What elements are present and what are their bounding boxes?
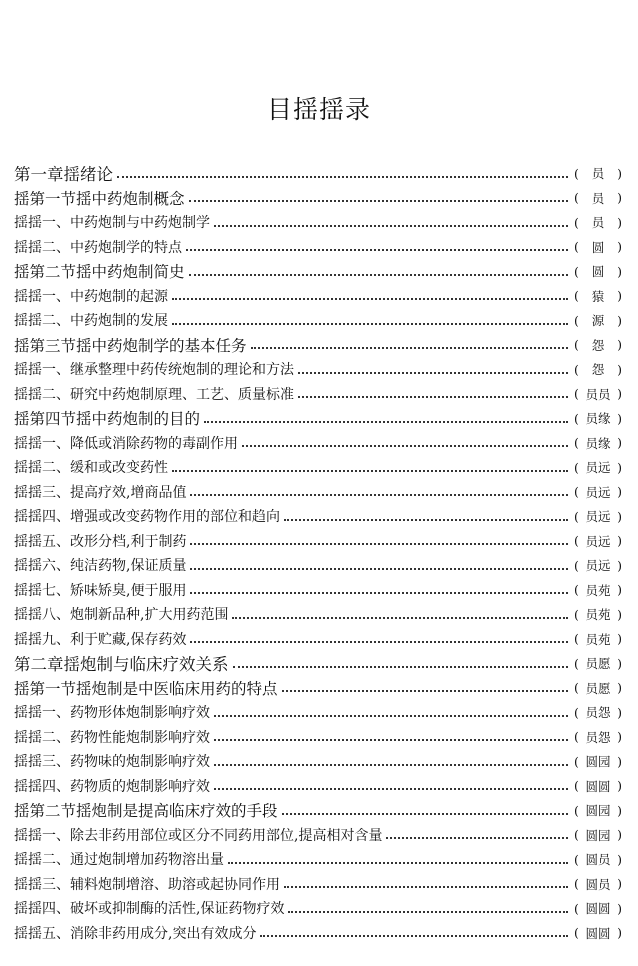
toc-entry-item[interactable]: [14, 553, 622, 578]
paren-open: (: [574, 435, 579, 451]
dot-leader: [117, 175, 568, 178]
toc-page-ref: [574, 728, 622, 746]
toc-page-ref: [574, 262, 622, 280]
dot-leader: [233, 665, 569, 668]
toc-entry-title: 揺揺四、增强或改变药物作用的部位和趋向: [14, 509, 280, 526]
page-number: 员远: [585, 558, 611, 574]
toc-entry-title: 揺揺一、降低或消除药物的毒副作用: [14, 435, 238, 452]
toc-entry-item[interactable]: [14, 431, 622, 456]
dot-leader: [386, 836, 568, 839]
page-number: 怨: [591, 362, 605, 378]
dot-leader: [190, 640, 568, 643]
toc-page-ref: [574, 287, 622, 305]
toc-entry-item[interactable]: [14, 749, 622, 774]
dot-leader: [284, 885, 568, 888]
toc-entry-title: 揺第一节揺炮制是中医临床用药的特点: [14, 679, 278, 698]
paren-open: (: [574, 802, 579, 818]
paren-close: ): [617, 925, 622, 941]
toc-page-ref: [574, 532, 622, 550]
page-number: 员缘: [585, 411, 611, 427]
toc-entry-section[interactable]: [14, 259, 622, 284]
toc-page-ref: [574, 213, 622, 231]
dot-leader: [284, 518, 568, 521]
toc-page-ref: [574, 777, 622, 795]
page-number: 员: [591, 215, 605, 231]
paren-close: ): [617, 680, 622, 696]
toc-page-ref: [574, 164, 622, 182]
dot-leader: [190, 567, 568, 570]
page-title: 目揺揺录: [266, 95, 371, 124]
table-of-contents: [14, 161, 622, 945]
page-number: 员苑: [585, 607, 611, 623]
page-number: 员愿: [585, 680, 611, 696]
toc-page-ref: [574, 385, 622, 403]
page-number: 员远: [585, 533, 611, 549]
toc-entry-title: 揺揺九、利于贮藏,保存药效: [14, 631, 187, 648]
toc-entry-title: 揺第一节揺中药炮制概念: [14, 189, 185, 208]
toc-page-ref: [574, 336, 622, 354]
toc-page-ref: [574, 826, 622, 844]
paren-open: (: [574, 606, 579, 622]
dot-leader: [298, 371, 568, 374]
page-number: 圆员: [585, 876, 611, 892]
toc-page-ref: [574, 556, 622, 574]
paren-open: (: [574, 361, 579, 377]
paren-close: ): [617, 631, 622, 647]
paren-close: ): [617, 337, 622, 353]
toc-entry-title: 揺揺二、药物性能炮制影响疗效: [14, 729, 210, 746]
paren-open: (: [574, 214, 579, 230]
paren-open: (: [574, 704, 579, 720]
toc-entry-item[interactable]: [14, 210, 622, 235]
paren-open: (: [574, 263, 579, 279]
dot-leader: [204, 420, 568, 423]
paren-close: ): [617, 386, 622, 402]
paren-close: ): [617, 459, 622, 475]
toc-entry-title: 揺揺三、药物味的炮制影响疗效: [14, 754, 210, 771]
paren-close: ): [617, 263, 622, 279]
paren-open: (: [574, 729, 579, 745]
paren-close: ): [617, 533, 622, 549]
paren-close: ): [617, 802, 622, 818]
paren-close: ): [617, 900, 622, 916]
toc-entry-chapter[interactable]: [14, 161, 622, 186]
toc-entry-title: 揺揺二、缓和或改变药性: [14, 460, 168, 477]
paren-close: ): [617, 753, 622, 769]
toc-entry-title: 揺揺六、纯洁药物,保证质量: [14, 558, 187, 575]
toc-entry-title: 揺揺一、药物形体炮制影响疗效: [14, 705, 210, 722]
toc-entry-title: 揺揺二、中药炮制的发展: [14, 313, 168, 330]
page-number: 圆园: [585, 803, 611, 819]
toc-page-ref: [574, 703, 622, 721]
paren-open: (: [574, 337, 579, 353]
paren-open: (: [574, 631, 579, 647]
toc-entry-section[interactable]: [14, 333, 622, 358]
toc-entry-item[interactable]: [14, 235, 622, 260]
toc-entry-item[interactable]: [14, 823, 622, 848]
toc-entry-title: 第二章揺炮制与临床疗效关系: [14, 655, 229, 675]
paren-close: ): [617, 508, 622, 524]
paren-open: (: [574, 533, 579, 549]
toc-page-ref: [574, 311, 622, 329]
page-number: 源: [591, 313, 605, 329]
page-number: 圆员: [585, 852, 611, 868]
dot-leader: [282, 812, 568, 815]
paren-open: (: [574, 655, 579, 671]
toc-entry-item[interactable]: [14, 504, 622, 529]
page-number: 圆: [591, 264, 605, 280]
toc-entry-title: 第一章揺绪论: [14, 165, 113, 185]
toc-entry-title: 揺揺八、炮制新品种,扩大用药范围: [14, 607, 229, 624]
toc-entry-item[interactable]: [14, 847, 622, 872]
toc-entry-title: 揺揺一、中药炮制的起源: [14, 288, 168, 305]
paren-open: (: [574, 827, 579, 843]
page-number: 怨: [591, 337, 605, 353]
toc-entry-section[interactable]: [14, 406, 622, 431]
toc-entry-title: 揺揺四、药物质的炮制影响疗效: [14, 778, 210, 795]
toc-entry-title: 揺揺二、通过炮制增加药物溶出量: [14, 852, 224, 869]
paren-open: (: [574, 557, 579, 573]
toc-page-ref: [574, 801, 622, 819]
toc-entry-item[interactable]: [14, 896, 622, 921]
paren-open: (: [574, 753, 579, 769]
toc-page-ref: [574, 409, 622, 427]
toc-page-ref: [574, 850, 622, 868]
toc-entry-item[interactable]: [14, 455, 622, 480]
dot-leader: [190, 591, 568, 594]
page-number: 圆圆: [585, 925, 611, 941]
page-number: 员员: [585, 386, 611, 402]
dot-leader: [242, 444, 568, 447]
toc-entry-item[interactable]: [14, 357, 622, 382]
paren-close: ): [617, 827, 622, 843]
dot-leader: [228, 861, 568, 864]
toc-page-ref: [574, 679, 622, 697]
paren-open: (: [574, 508, 579, 524]
toc-page-ref: [574, 924, 622, 942]
paren-close: ): [617, 312, 622, 328]
page-number: 圆园: [585, 827, 611, 843]
page-number: 圆: [591, 239, 605, 255]
toc-entry-item[interactable]: [14, 382, 622, 407]
toc-entry-title: 揺第二节揺炮制是提高临床疗效的手段: [14, 802, 278, 821]
toc-entry-title: 揺第二节揺中药炮制简史: [14, 263, 185, 282]
toc-entry-section[interactable]: [14, 676, 622, 701]
page-number: 圆圆: [585, 901, 611, 917]
page-number: 圆园: [585, 754, 611, 770]
toc-page-ref: [574, 581, 622, 599]
paren-open: (: [574, 190, 579, 206]
paren-close: ): [617, 704, 622, 720]
paren-open: (: [574, 582, 579, 598]
toc-entry-chapter[interactable]: [14, 651, 622, 676]
page-number: 员怨: [585, 729, 611, 745]
dot-leader: [190, 542, 568, 545]
dot-leader: [251, 346, 568, 349]
paren-open: (: [574, 484, 579, 500]
paren-close: ): [617, 655, 622, 671]
paren-open: (: [574, 288, 579, 304]
page-number: 员苑: [585, 631, 611, 647]
toc-entry-item[interactable]: [14, 921, 622, 946]
toc-entry-title: 揺揺四、破坏或抑制酶的活性,保证药物疗效: [14, 901, 285, 918]
toc-page-ref: [574, 458, 622, 476]
toc-entry-title: 揺揺七、矫味矫臭,便于服用: [14, 582, 187, 599]
paren-open: (: [574, 925, 579, 941]
paren-close: ): [617, 361, 622, 377]
paren-close: ): [617, 778, 622, 794]
dot-leader: [190, 493, 568, 496]
toc-entry-title: 揺揺五、消除非药用成分,突出有效成分: [14, 925, 257, 942]
dot-leader: [214, 738, 568, 741]
toc-entry-item[interactable]: [14, 578, 622, 603]
paren-close: ): [617, 288, 622, 304]
toc-page-ref: [574, 605, 622, 623]
toc-entry-title: 揺揺三、提高疗效,增商品值: [14, 484, 187, 501]
toc-entry-section[interactable]: [14, 186, 622, 211]
toc-entry-title: 揺揺二、中药炮制学的特点: [14, 239, 182, 256]
page-number: 员苑: [585, 582, 611, 598]
toc-entry-item[interactable]: [14, 872, 622, 897]
paren-close: ): [617, 190, 622, 206]
page-number: 员远: [585, 460, 611, 476]
dot-leader: [282, 689, 568, 692]
paren-close: ): [617, 606, 622, 622]
toc-page-ref: [574, 507, 622, 525]
paren-open: (: [574, 459, 579, 475]
dot-leader: [214, 787, 568, 790]
paren-close: ): [617, 876, 622, 892]
toc-entry-title: 揺揺一、继承整理中药传统炮制的理论和方法: [14, 362, 294, 379]
page-number: 员: [591, 190, 605, 206]
paren-close: ): [617, 410, 622, 426]
toc-entry-title: 揺揺三、辅料炮制增溶、助溶或起协同作用: [14, 876, 280, 893]
toc-page-ref: [574, 899, 622, 917]
paren-open: (: [574, 312, 579, 328]
paren-close: ): [617, 484, 622, 500]
dot-leader: [260, 934, 568, 937]
toc-page-ref: [574, 654, 622, 672]
paren-open: (: [574, 165, 579, 181]
toc-page-ref: [574, 752, 622, 770]
toc-entry-item[interactable]: [14, 774, 622, 799]
dot-leader: [172, 297, 568, 300]
paren-close: ): [617, 239, 622, 255]
page-number: 猿: [591, 288, 605, 304]
toc-entry-item[interactable]: [14, 700, 622, 725]
toc-entry-item[interactable]: [14, 308, 622, 333]
dot-leader: [298, 395, 568, 398]
page-number: 员怨: [585, 705, 611, 721]
dot-leader: [186, 248, 568, 251]
toc-entry-section[interactable]: [14, 798, 622, 823]
toc-entry-item[interactable]: [14, 725, 622, 750]
dot-leader: [232, 616, 568, 619]
dot-leader: [172, 469, 568, 472]
toc-entry-item[interactable]: [14, 284, 622, 309]
paren-open: (: [574, 900, 579, 916]
toc-entry-title: 揺揺一、中药炮制与中药炮制学: [14, 215, 210, 232]
paren-open: (: [574, 778, 579, 794]
toc-entry-item[interactable]: [14, 627, 622, 652]
page-number: 员愿: [585, 656, 611, 672]
paren-close: ): [617, 729, 622, 745]
toc-page-ref: [574, 189, 622, 207]
toc-page-ref: [574, 630, 622, 648]
page-number: 员缘: [585, 435, 611, 451]
toc-entry-title: 揺第四节揺中药炮制的目的: [14, 410, 201, 429]
paren-close: ): [617, 557, 622, 573]
toc-page-ref: [574, 360, 622, 378]
toc-page-ref: [574, 434, 622, 452]
paren-close: ): [617, 851, 622, 867]
page-number: 员: [591, 166, 605, 182]
toc-entry-title: 揺揺五、改形分档,利于制药: [14, 533, 187, 550]
paren-open: (: [574, 680, 579, 696]
paren-close: ): [617, 214, 622, 230]
paren-open: (: [574, 410, 579, 426]
paren-close: ): [617, 435, 622, 451]
dot-leader: [189, 199, 568, 202]
toc-entry-item[interactable]: [14, 602, 622, 627]
toc-entry-item[interactable]: [14, 529, 622, 554]
dot-leader: [214, 714, 568, 717]
paren-open: (: [574, 386, 579, 402]
paren-open: (: [574, 239, 579, 255]
toc-page-ref: [574, 483, 622, 501]
toc-entry-title: 揺揺二、研究中药炮制原理、工艺、质量标准: [14, 386, 294, 403]
page-number: 员远: [585, 484, 611, 500]
paren-open: (: [574, 851, 579, 867]
dot-leader: [214, 224, 568, 227]
page-number: 员远: [585, 509, 611, 525]
page-number: 圆圆: [585, 778, 611, 794]
dot-leader: [189, 273, 568, 276]
toc-entry-item[interactable]: [14, 480, 622, 505]
paren-open: (: [574, 876, 579, 892]
toc-entry-title: 揺揺一、除去非药用部位或区分不同药用部位,提高相对含量: [14, 827, 383, 844]
toc-page-ref: [574, 875, 622, 893]
dot-leader: [172, 322, 568, 325]
paren-close: ): [617, 165, 622, 181]
dot-leader: [288, 910, 568, 913]
paren-close: ): [617, 582, 622, 598]
toc-entry-title: 揺第三节揺中药炮制学的基本任务: [14, 336, 247, 355]
toc-page-ref: [574, 238, 622, 256]
dot-leader: [214, 763, 568, 766]
